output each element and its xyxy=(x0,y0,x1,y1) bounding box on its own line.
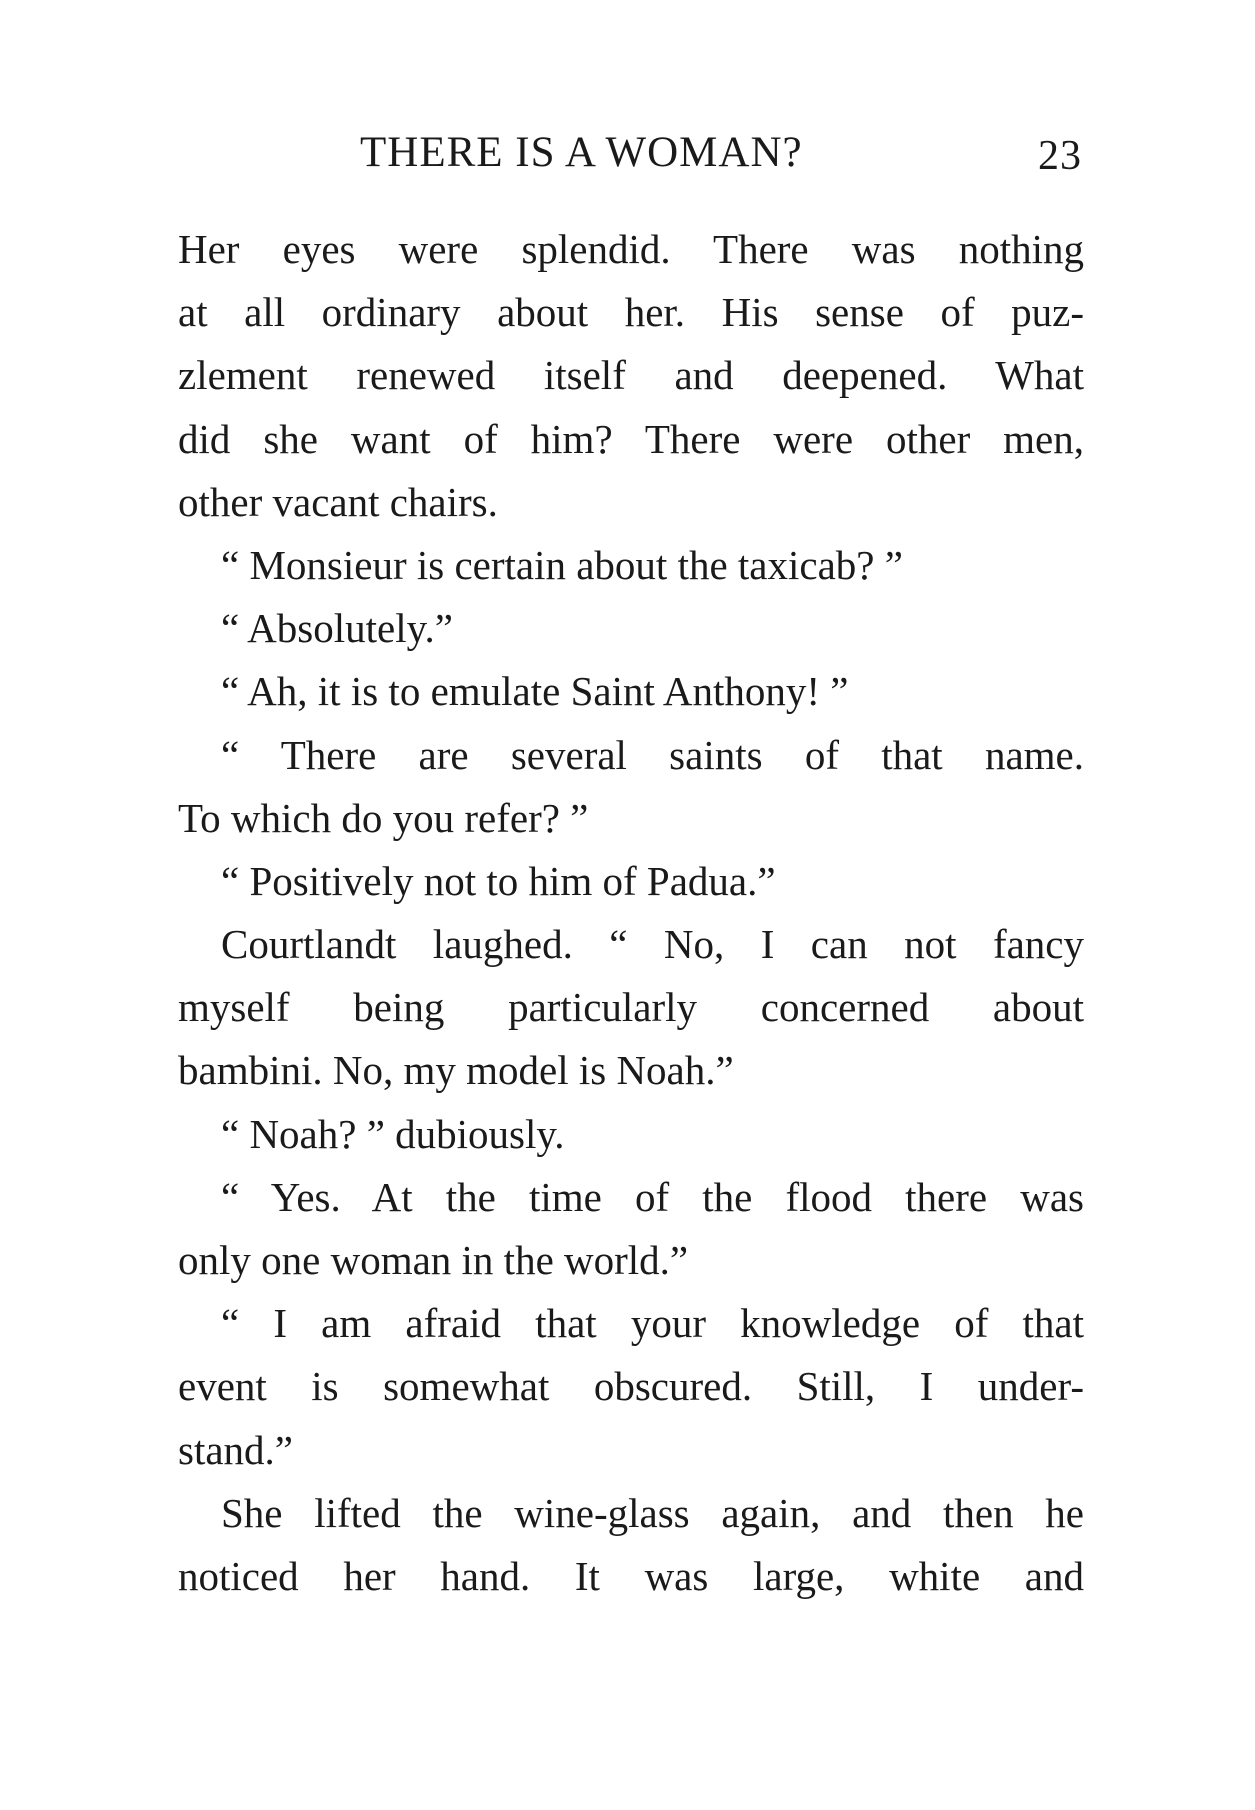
text-line: “ Ah, it is to emulate Saint Anthony! ” xyxy=(221,668,849,715)
body-text xyxy=(178,218,1084,1608)
page-header xyxy=(178,128,1084,188)
text-line: She lifted the wine-glass again, and then he xyxy=(221,1489,1084,1536)
text-line: “ Positively not to him of Padua.” xyxy=(221,857,776,904)
text-line: “ Monsieur is certain about the taxicab? ” xyxy=(221,541,903,588)
text-line: “ Noah? ” dubiously. xyxy=(221,1110,565,1157)
text-line: Courtlandt laughed. “ No, I can not fancy xyxy=(221,921,1084,968)
text-line: stand.” xyxy=(178,1426,293,1473)
text-line: “ Absolutely.” xyxy=(221,605,453,652)
text-line: “ There are several saints of that name. xyxy=(221,731,1084,778)
text-line: at all ordinary about her. His sense of puz- xyxy=(178,289,1084,336)
text-line: zlement renewed itself and deepened. What xyxy=(178,352,1084,399)
text-line: Her eyes were splendid. There was nothing xyxy=(178,226,1084,272)
text-line: To which do you refer? ” xyxy=(178,794,589,841)
text-line: other vacant chairs. xyxy=(178,478,498,525)
text-line: “ I am afraid that your knowledge of that xyxy=(221,1300,1084,1347)
running-head: THERE IS A WOMAN? xyxy=(360,129,803,176)
text-line: did she want of him? There were other men, xyxy=(178,415,1084,462)
page-number: 23 xyxy=(1038,133,1082,179)
text-line: “ Yes. At the time of the flood there was xyxy=(221,1173,1084,1220)
text-line: myself being particularly concerned about xyxy=(178,984,1084,1031)
text-line: noticed her hand. It was large, white and xyxy=(178,1552,1084,1599)
text-line: only one woman in the world.” xyxy=(178,1237,689,1283)
text-line: bambini. No, my model is Noah.” xyxy=(178,1047,734,1094)
text-line: event is somewhat obscured. Still, I under- xyxy=(178,1363,1084,1410)
